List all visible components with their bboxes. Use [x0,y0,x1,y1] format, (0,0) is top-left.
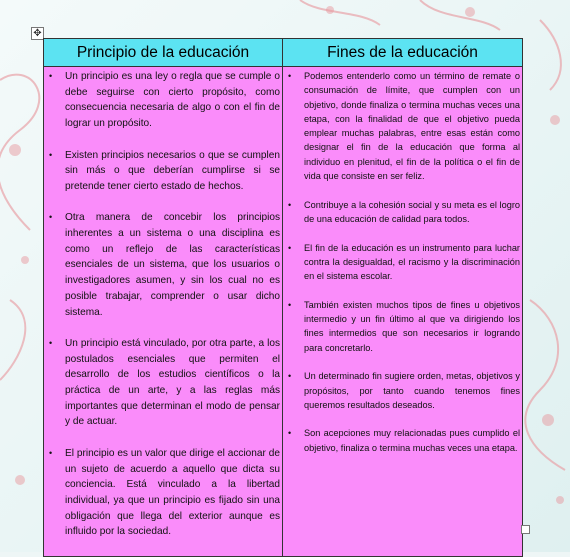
bullet-icon: • [49,212,53,223]
move-arrows-icon[interactable]: ✥ [31,27,44,40]
bullet-icon: • [288,199,292,210]
header-row [44,39,523,67]
list-item: • Existen principios necesarios o que se cumplen sin más o que deberían cumplirse si se pretende tener cierto estado de hechos. [49,149,280,192]
content-row [44,67,523,557]
bullet-icon: • [49,447,53,458]
principio-cell[interactable] [44,67,283,557]
list-item: • Un principio está vinculado, por otra parte, a los postulados esenciales que permiten el desarrollo de los estudios científicos o la práctica de un arte, y a las reglas más importantes que determinan el modo de pensar y de actuar. [49,337,280,428]
bullet-icon: • [288,71,292,81]
header-fines: Fines de la educación [283,39,523,67]
bullet-icon: • [288,242,292,253]
header-principio: Principio de la educación [44,39,283,67]
bullet-icon: • [288,428,292,439]
bullet-icon: • [288,299,292,310]
fines-cell[interactable] [283,67,523,557]
list-item: • Podemos entenderlo como un término de remate o consumación de límite, que cumplen con un objetivo, donde finaliza o termina muchas veces una etapa, con la finalidad de que el objetivo pueda emplear muchas palabras, entre esas están como designar el fin de la educación que forma al individuo en plenitud, el fin de la política o el fin de vida que consiste en ser feliz. [288,71,520,182]
resize-square-icon[interactable] [521,525,530,534]
list-item: • Son acepciones muy relacionadas pues cumplido el objetivo, finaliza o termina muchas veces una etapa. [288,428,520,453]
bullet-icon: • [49,337,53,348]
list-item: • El fin de la educación es un instrumento para luchar contra la desigualdad, el racismo y la discriminación en el sistema escolar. [288,242,520,282]
bullet-icon: • [49,149,53,160]
list-item: • Contribuye a la cohesión social y su meta es el logro de una educación de calidad para todos. [288,199,520,224]
list-item: • También existen muchos tipos de fines u objetivos intermedio y un fin último al que va dirigiendo los fines intermedios que son necesarios ir logrando para concretarlo. [288,299,520,353]
bullet-icon: • [288,371,292,382]
bullet-icon: • [49,71,53,81]
education-table [43,38,523,557]
list-item: • Un determinado fin sugiere orden, metas, objetivos y propósitos, por tanto cuando tenemos fines queremos resultados deseados. [288,371,520,410]
list-item: • Un principio es una ley o regla que se cumple o debe seguirse con cierto propósito, como consecuencia necesaria de algo o con el fin de lograr un propósito. [49,71,280,130]
list-item: • Otra manera de concebir los principios inherentes a un sistema o una disciplina es como un reflejo de las características esenciales de un sistema, que los usuarios o investigadores asumen, y sin los cual no es posible trabajar, comprender o usar dicho sistema. [49,212,280,318]
list-item: • El principio es un valor que dirige el accionar de un sujeto de acuerdo a aquello que dicta su conciencia. Está vinculado a la libertad individual, ya que un principio es fijado sin una obligación que llega del exterior aunque es influido por la sociedad. [49,447,280,538]
